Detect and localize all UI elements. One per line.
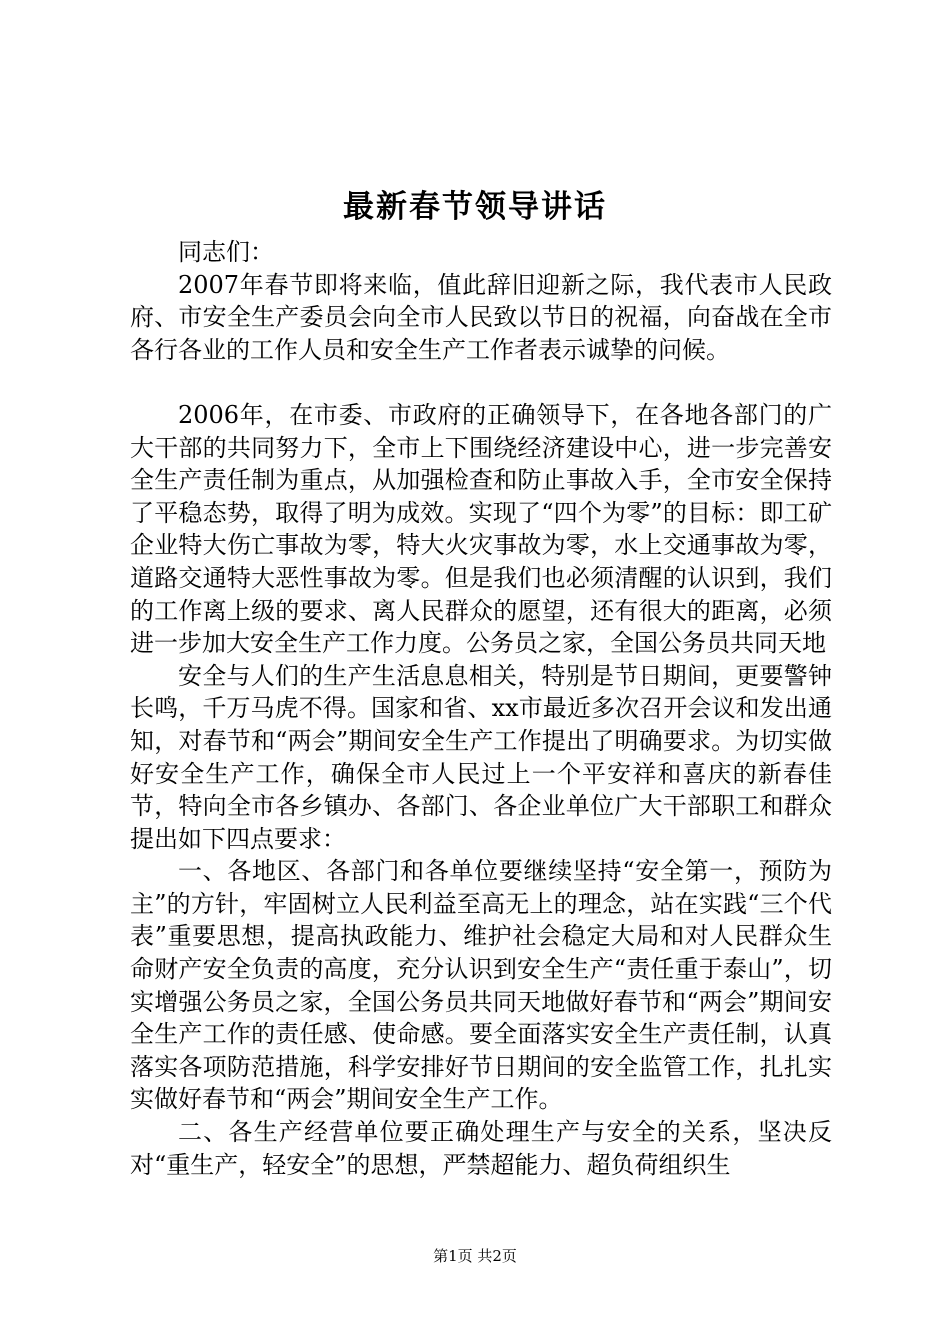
review-paragraph: 2006年，在市委、市政府的正确领导下，在各地各部门的广大干部的共同努力下，全市上下围绕经济建设中心，进一步完善安全生产责任制为重点，从加强检查和防止事故入手，全市安全保持了平稳态势，取得了明为成效。实现了“四个为零”的目标：即工矿企业特大伤亡事故为零，特大火灾事故为零，水上交通事故为零，道路交通特大恶性事故为零。但是我们也必须清醒的认识到，我们的工作离上级的要求、离人民群众的愿望，还有很大的距离，必须进一步加大安全生产工作力度。公务员之家，全国公务员共同天地 [130,400,832,658]
salutation-paragraph: 同志们： [178,238,274,266]
requirement-two-paragraph: 二、各生产经营单位要正确处理生产与安全的关系，坚决反对“重生产，轻安全”的思想，严禁超能力、超负荷组织生 [130,1118,832,1179]
document-title: 最新春节领导讲话 [343,189,607,225]
greeting-paragraph: 2007年春节即将来临，值此辞旧迎新之际，我代表市人民政府、市安全生产委员会向全市人民致以节日的祝福，向奋战在全市各行各业的工作人员和安全生产工作者表示诚挚的问候。 [130,270,832,364]
requirement-one-paragraph: 一、各地区、各部门和各单位要继续坚持“安全第一，预防为主”的方针，牢固树立人民利益至高无上的理念，站在实践“三个代表”重要思想，提高执政能力、维护社会稳定大局和对人民群众生命财产安全负责的高度，充分认识到安全生产“责任重于泰山”，切实增强公务员之家，全国公务员共同天地做好春节和“两会”期间安全生产工作的责任感、使命感。要全面落实安全生产责任制，认真落实各项防范措施，科学安排好节日期间的安全监管工作，扎扎实实做好春节和“两会”期间安全生产工作。 [130,857,832,1114]
page-number-footer: 第1页 共2页 [433,1247,517,1265]
document-body [130,236,832,1181]
requirements-intro-paragraph: 安全与人们的生产生活息息相关，特别是节日期间，更要警钟长鸣，千万马虎不得。国家和省、xx市最近多次召开会议和发出通知，对春节和“两会”期间安全生产工作提出了明确要求。为切实做好安全生产工作，确保全市人民过上一个平安祥和喜庆的新春佳节，特向全市各乡镇办、各部门、各企业单位广大干部职工和群众提出如下四点要求： [130,661,832,853]
